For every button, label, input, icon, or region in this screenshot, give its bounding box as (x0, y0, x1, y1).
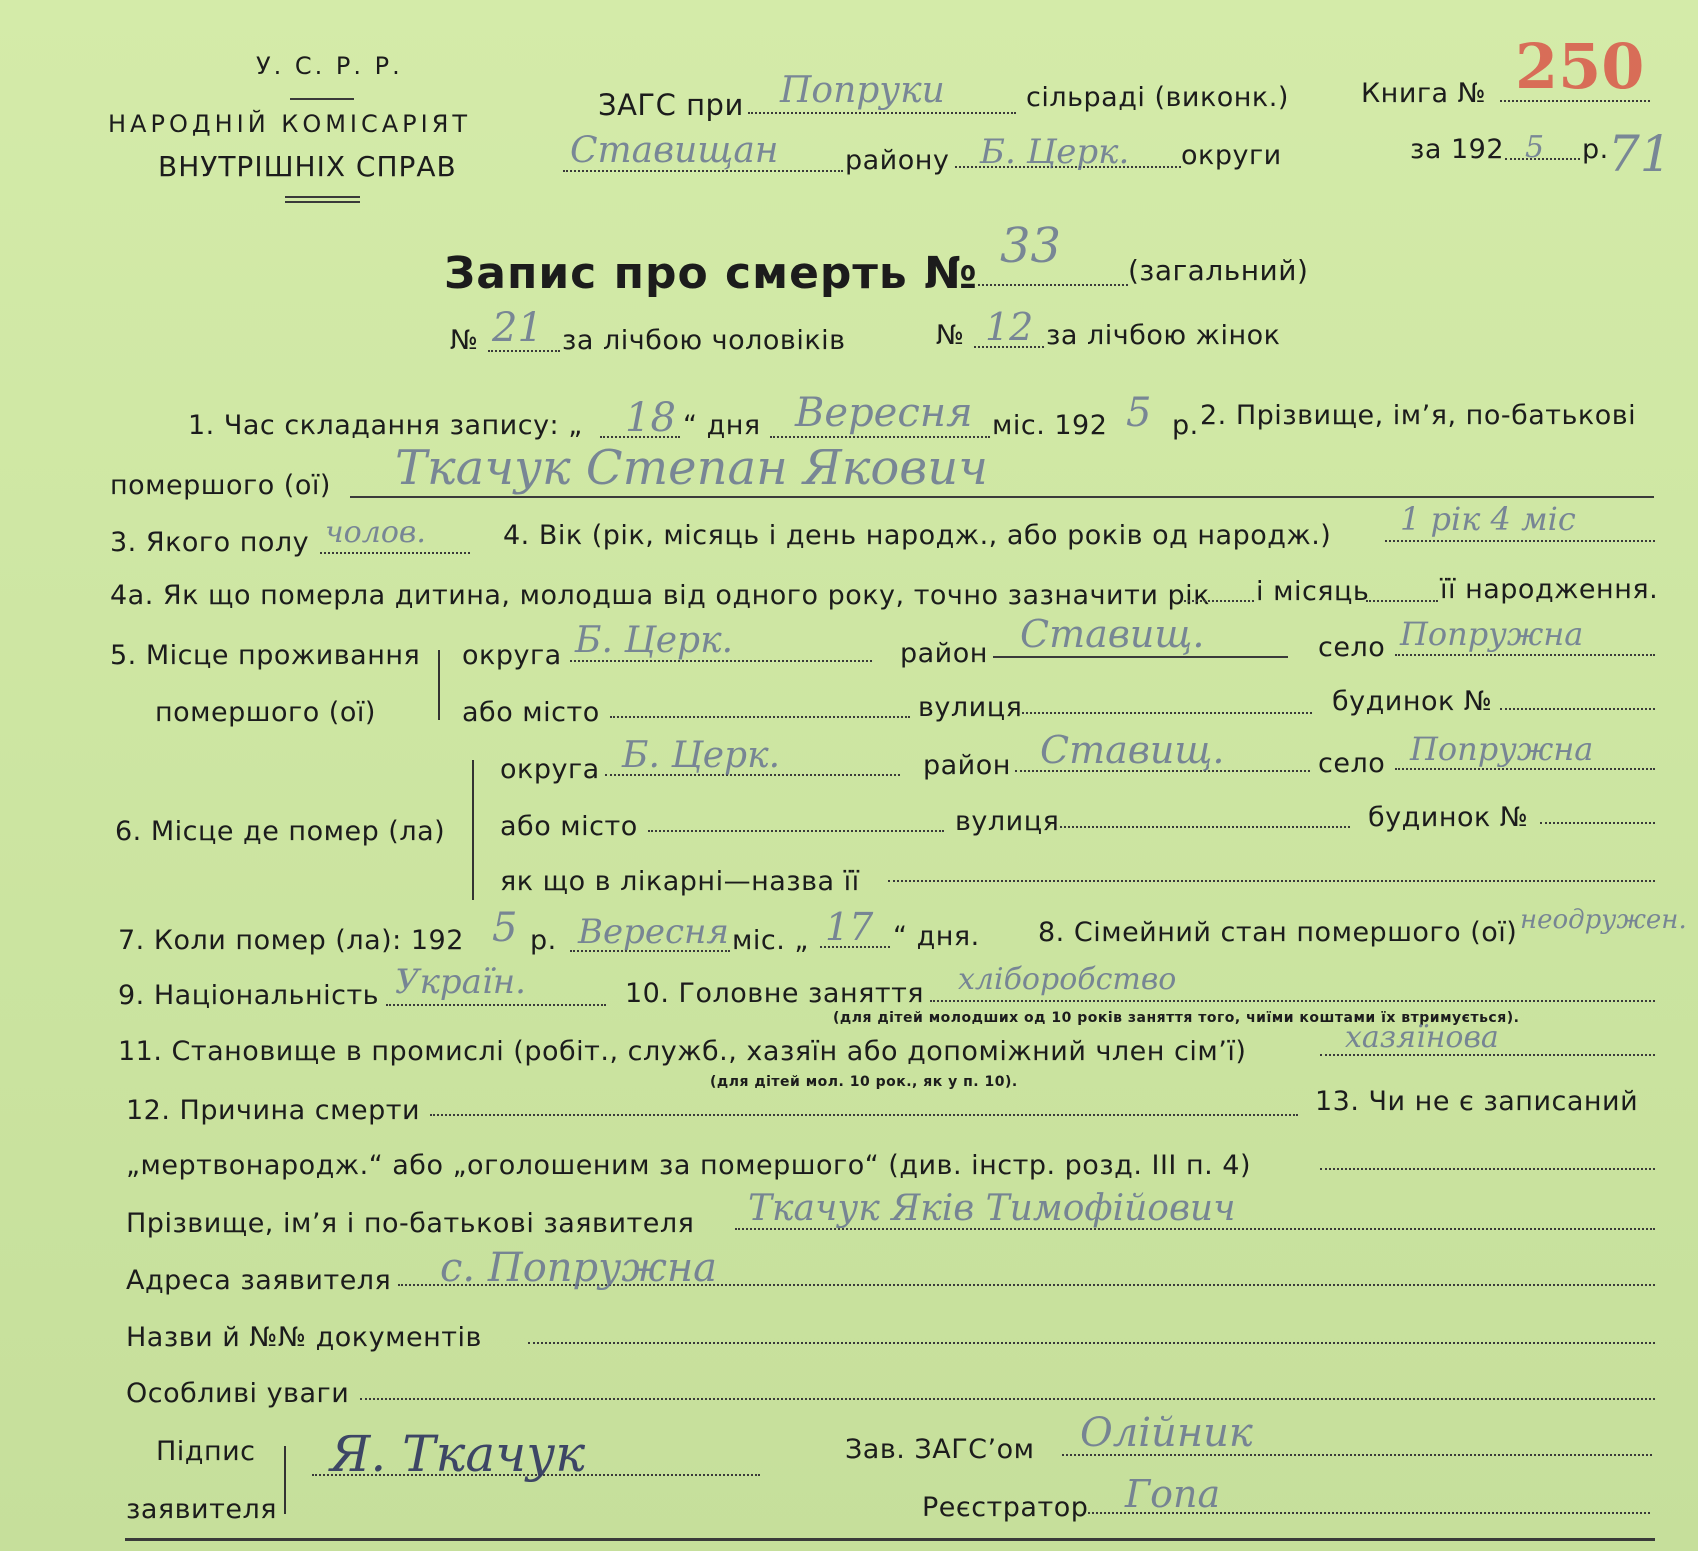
zags-line (748, 112, 1016, 114)
registrar-value: Гопа (1125, 1472, 1221, 1516)
f5-selo: село (1318, 632, 1386, 663)
signature-label1: Підпис (156, 1436, 256, 1467)
notes-label: Особливі уваги (126, 1378, 350, 1409)
f7-r: р. (530, 925, 557, 956)
f6-misto-line (648, 830, 944, 832)
f7-label: 7. Коли помер (ла): 192 (118, 925, 464, 956)
book-value: 250 (1515, 30, 1645, 103)
f3-value: чолов. (325, 515, 426, 550)
f1-mis: міс. 192 (992, 410, 1108, 441)
women-prefix: № (936, 320, 965, 351)
f9-label: 9. Національність (118, 980, 380, 1011)
f2-value: Ткачук Степан Якович (395, 440, 989, 496)
f5-okruga: округа (462, 640, 562, 671)
record-title: Запис про смерть № (444, 248, 978, 299)
f6-brace (472, 760, 474, 900)
f1-year: 5 (1126, 390, 1152, 436)
margin-mark: 71 (1608, 125, 1672, 183)
okrugy-label: округи (1181, 140, 1282, 171)
f5-selo-value: Попружна (1400, 615, 1584, 653)
f3-label: 3. Якого полу (110, 527, 310, 558)
f6-okruga: округа (500, 754, 600, 785)
f6-raion-value: Ставищ. (1040, 728, 1225, 772)
f2-pomershogo: помершого (ої) (110, 470, 331, 501)
address-label: Адреса заявителя (126, 1265, 392, 1296)
f6-selo-line (1395, 768, 1655, 770)
f6-selo: село (1318, 748, 1386, 779)
f13-label: 13. Чи не є записаний (1315, 1086, 1639, 1117)
f5-brace (438, 650, 440, 720)
f7-year: 5 (492, 905, 518, 951)
f10-value: хліборобство (958, 962, 1177, 997)
women-number: 12 (985, 305, 1034, 349)
f4a-month: і місяць (1256, 576, 1370, 607)
f5-vulytsia: вулиця (918, 692, 1023, 723)
f11-label: 11. Становище в промислі (робіт., служб., хазяїн або допоміжний член сім’ї) (118, 1036, 1247, 1067)
f5-selo-line (1395, 654, 1655, 656)
applicant-label: Прізвище, ім’я і по-батькові заявителя (126, 1208, 695, 1239)
f2-line (350, 496, 1654, 498)
men-number: 21 (492, 305, 543, 351)
f4-line (1385, 540, 1655, 542)
f6-budynok: будинок № (1368, 802, 1529, 833)
docs-line (528, 1342, 1655, 1344)
head-label: Зав. ЗАГС’ом (845, 1434, 1035, 1465)
f6-budynok-line (1540, 822, 1655, 824)
f1-r: р. (1172, 410, 1199, 441)
registrar-label: Реєстратор (922, 1492, 1089, 1523)
men-label: за лічбою чоловіків (562, 325, 846, 356)
f6-likarnia-line (888, 880, 1655, 882)
f11-note: (для дітей мол. 10 рок., як у п. 10). (710, 1074, 1018, 1090)
f10-note: (для дітей молодших од 10 років заняття того, чиїми коштами їх втримується). (833, 1010, 1520, 1026)
women-label: за лічбою жінок (1046, 320, 1281, 351)
f6-misto: або місто (500, 811, 638, 842)
f2-label: 2. Прізвище, ім’я, по-батькові (1200, 400, 1637, 431)
f6-selo-value: Попружна (1410, 730, 1594, 768)
f13-label2: „мертвонародж.“ або „оголошеним за помершого“ (див. інстр. розд. III п. 4) (126, 1150, 1252, 1181)
f8-label: 8. Сімейний стан помершого (ої) (1038, 917, 1518, 948)
zags-label: ЗАГС при (598, 88, 744, 122)
docs-label: Назви й №№ документів (126, 1322, 482, 1353)
f12-label: 12. Причина смерти (126, 1095, 421, 1126)
district-value: Ставищан (570, 130, 779, 171)
head-value: Олійник (1080, 1410, 1253, 1456)
notes-line (360, 1398, 1655, 1400)
zags-value: Попруки (780, 70, 945, 111)
bottom-rule (125, 1538, 1655, 1541)
f4-value: 1 рік 4 міс (1400, 500, 1576, 538)
f12-line (430, 1114, 1298, 1116)
f5-vulytsia-line (1022, 712, 1312, 714)
f1-label: 1. Час складання запису: „ (188, 410, 583, 441)
f7-day-word: “ дня. (893, 921, 980, 952)
f5-budynok-line (1500, 708, 1655, 710)
men-prefix: № (450, 325, 479, 356)
f4a-year-line (1184, 600, 1254, 602)
f7-day: 17 (825, 905, 874, 949)
divider (285, 196, 360, 198)
f11-value: хазяїнова (1345, 1020, 1499, 1055)
signature-value: Я. Ткачук (330, 1425, 586, 1483)
republic-heading: У. С. Р. Р. (256, 52, 403, 80)
f8-value: неодружен. (1520, 905, 1687, 935)
f5-label2: помершого (ої) (155, 697, 376, 728)
f7-mis: міс. „ (732, 925, 809, 956)
record-number-line (978, 284, 1128, 286)
f10-label: 10. Головне заняття (625, 978, 925, 1009)
f5-misto-line (610, 716, 910, 718)
f6-raion: район (923, 750, 1011, 781)
f4-label: 4. Вік (рік, місяць і день народж., або років од народж.) (503, 520, 1332, 551)
f9-value: Україн. (395, 962, 526, 1002)
f1-month: Вересня (795, 390, 973, 436)
f7-month: Вересня (578, 912, 729, 952)
okrug-value: Б. Церк. (980, 132, 1130, 172)
za-label: за 192 (1410, 134, 1505, 165)
f9-line (386, 1004, 606, 1006)
year-value: 5 (1525, 130, 1545, 165)
f3-line (320, 552, 470, 554)
f5-label1: 5. Місце проживання (110, 640, 421, 671)
commissariat-line1: НАРОДНІЙ КОМІСАРІЯТ (108, 110, 472, 138)
f6-vulytsia: вулиця (955, 806, 1060, 837)
f6-vulytsia-line (1060, 826, 1350, 828)
raionu-label: району (845, 145, 950, 176)
r-label: р. (1582, 134, 1609, 165)
f5-raion-line (993, 656, 1288, 658)
f5-raion-value: Ставищ. (1020, 612, 1205, 656)
book-label: Книга № (1361, 78, 1487, 109)
f4a-label: 4а. Як що померла дитина, молодша від одного року, точно зазначити рік (110, 580, 1210, 611)
f1-day-word: “ дня (683, 410, 761, 441)
address-value: с. Попружна (440, 1245, 718, 1291)
f6-label: 6. Місце де помер (ла) (115, 816, 446, 847)
f13-line (1320, 1168, 1655, 1170)
signature-brace (284, 1446, 286, 1514)
silradi-label: сільраді (виконк.) (1026, 82, 1289, 113)
f4a-end: її народження. (1440, 574, 1659, 605)
commissariat-line2: ВНУТРІШНІХ СПРАВ (158, 150, 457, 183)
f1-month-line (770, 436, 990, 438)
f1-day: 18 (625, 395, 676, 441)
record-number: 33 (1000, 218, 1062, 274)
f10-line (930, 1000, 1655, 1002)
f4a-month-line (1366, 600, 1438, 602)
divider (290, 98, 354, 100)
applicant-value: Ткачук Яків Тимофійович (748, 1188, 1236, 1229)
f5-budynok: будинок № (1332, 686, 1493, 717)
f6-okruga-value: Б. Церк. (622, 735, 781, 776)
f5-raion: район (900, 638, 988, 669)
signature-label2: заявителя (126, 1494, 277, 1525)
f5-misto: або місто (462, 697, 600, 728)
f6-likarnia: як що в лікарні—назва її (500, 866, 860, 897)
f5-okruga-value: Б. Церк. (575, 620, 734, 661)
district-line (563, 170, 843, 172)
record-general: (загальний) (1128, 254, 1309, 287)
divider (285, 201, 360, 203)
